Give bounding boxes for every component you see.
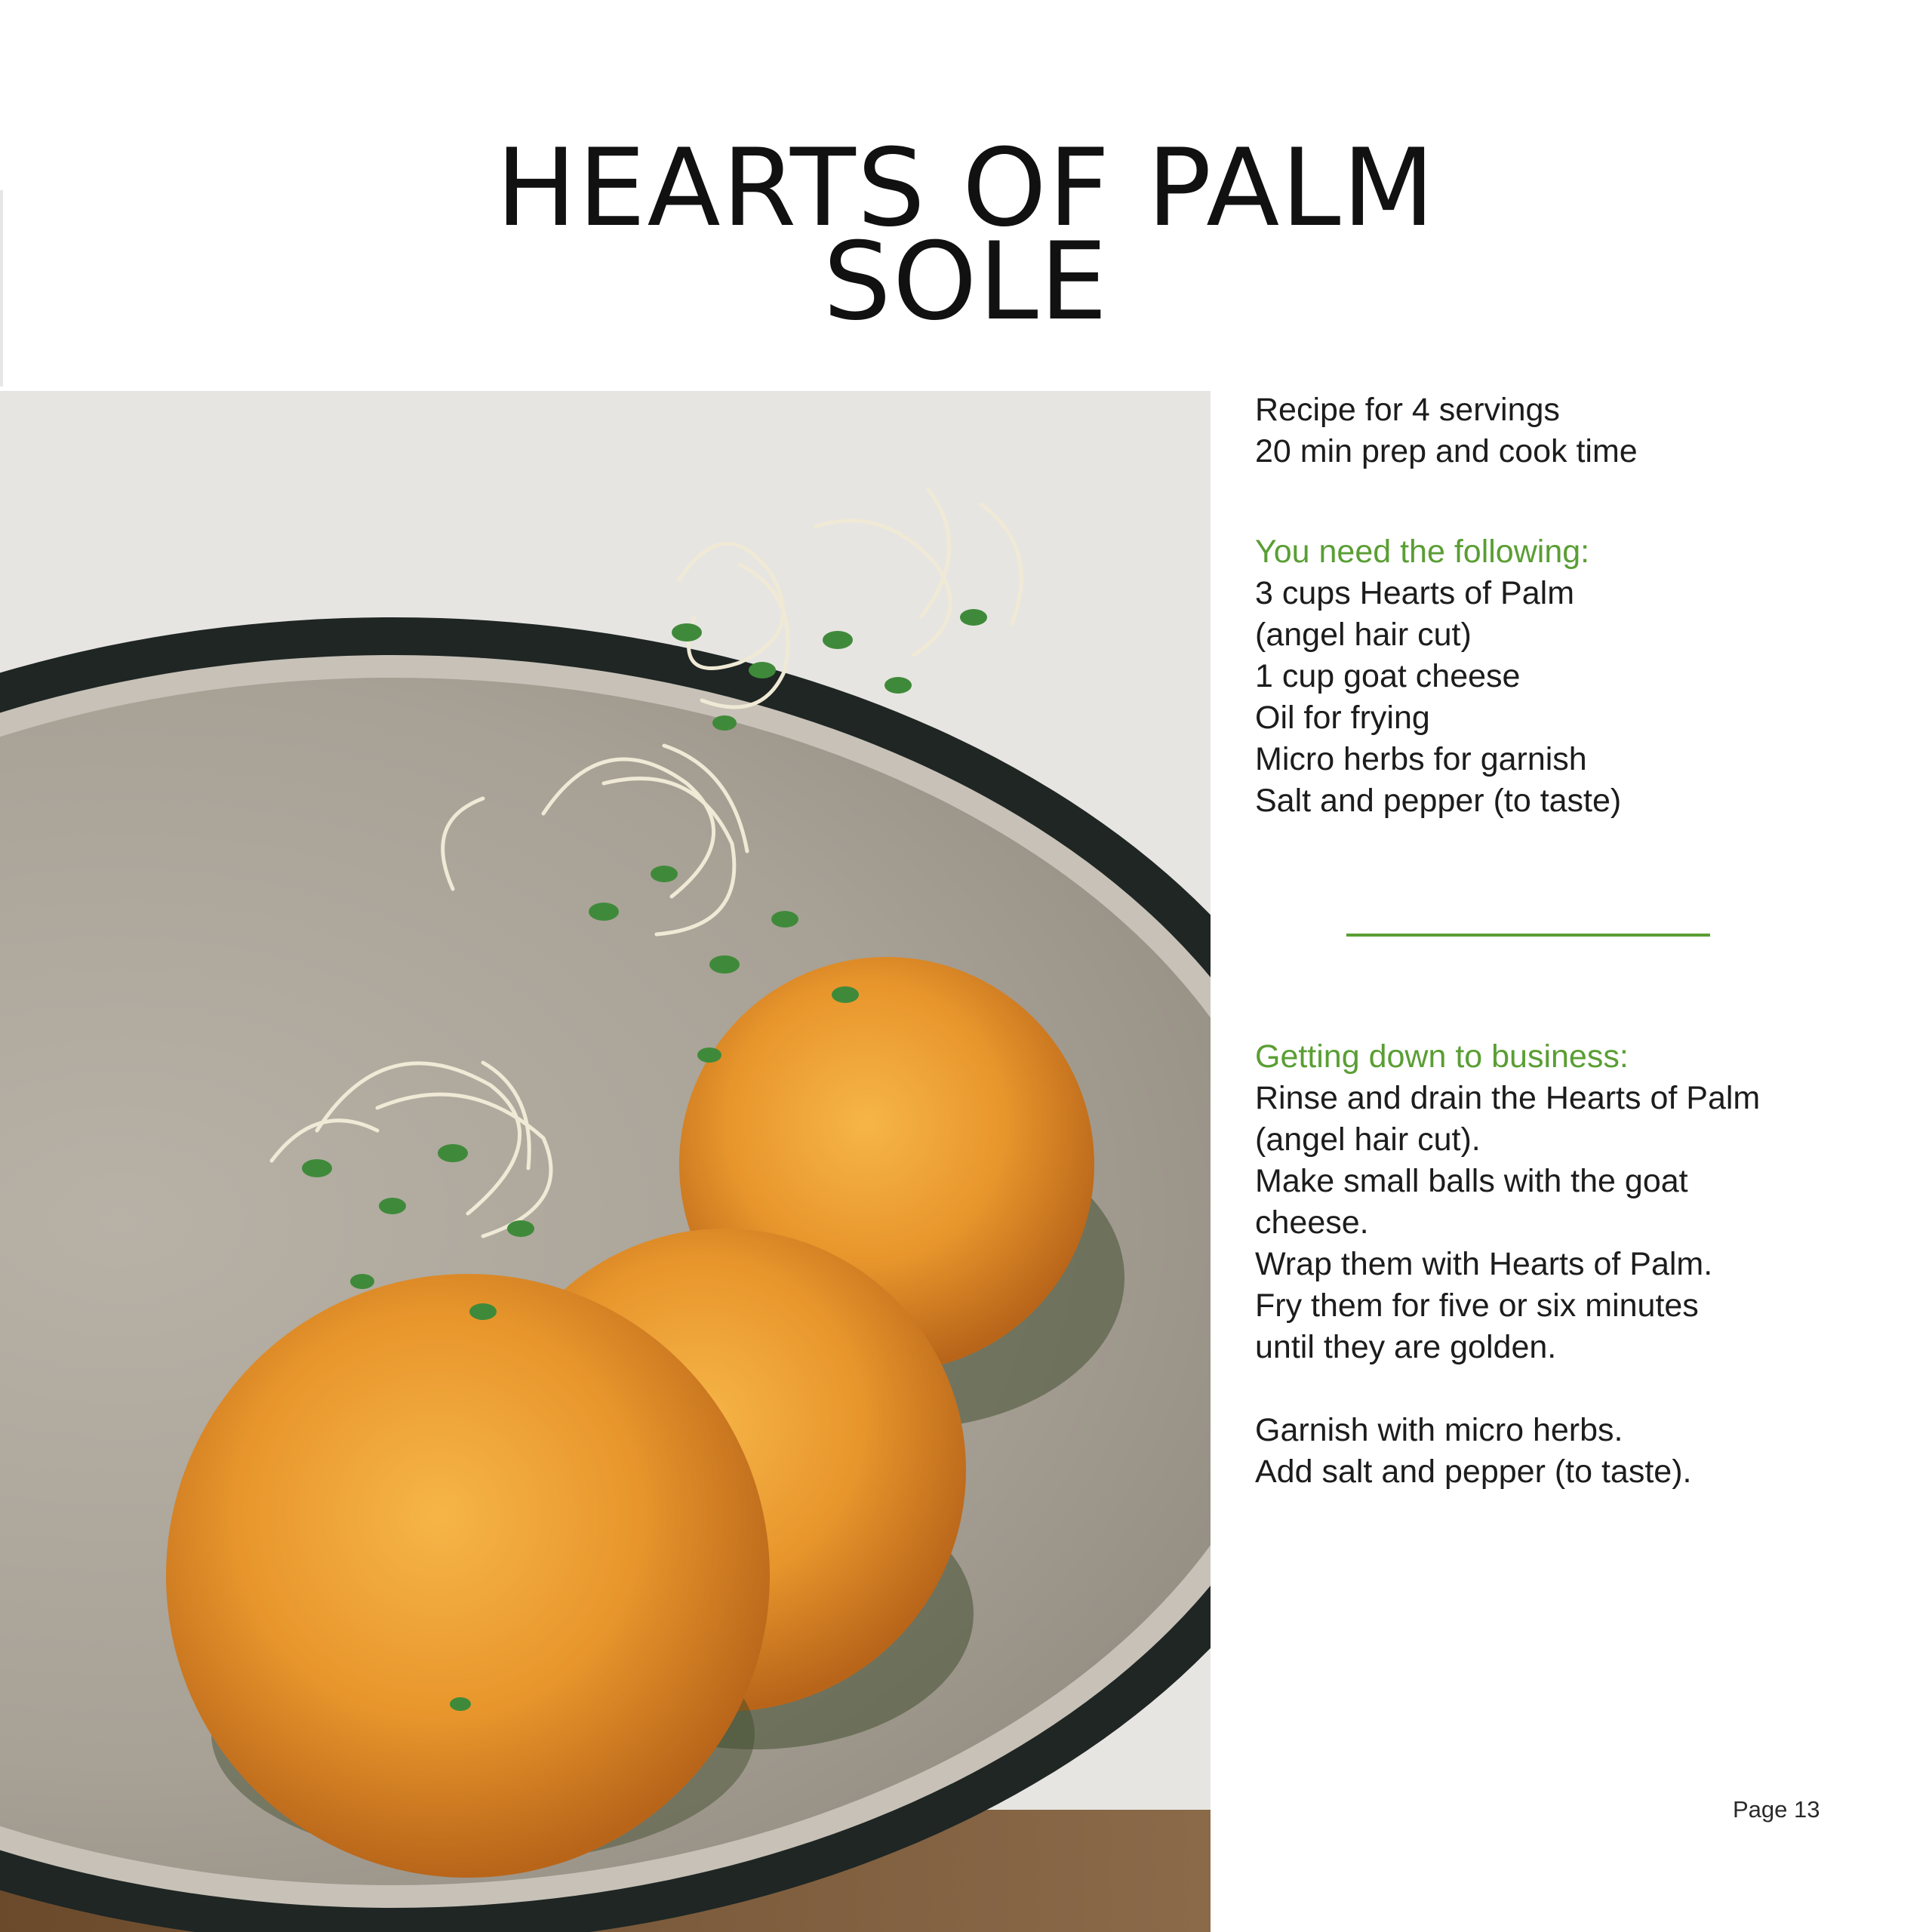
instruction-line: Fry them for five or six minutes [1255,1287,1699,1324]
servings-text: Recipe for 4 servings [1255,392,1560,428]
garnish-line: Garnish with micro herbs. [1255,1412,1623,1448]
page-edge-marker [0,190,3,386]
instructions-section [1255,1036,1760,1493]
ingredient-item: Oil for frying [1255,700,1430,736]
instructions-heading: Getting down to business: [1255,1038,1629,1075]
title-line-2: SOLE [823,220,1109,344]
instruction-line: (angel hair cut). [1255,1121,1481,1158]
ingredient-item: 1 cup goat cheese [1255,658,1521,694]
instruction-line: Make small balls with the goat [1255,1163,1688,1199]
food-photo [0,391,1211,1932]
title-line-1: HEARTS OF PALM [496,126,1436,251]
page-number: Page 13 [1733,1796,1820,1823]
ingredient-item: Micro herbs for garnish [1255,741,1587,777]
page-title [0,126,1932,344]
instruction-line: until they are golden. [1255,1329,1557,1365]
ingredient-item: Salt and pepper (to taste) [1255,783,1622,819]
fried-ball-front [166,1274,770,1878]
ingredient-item: (angel hair cut) [1255,617,1472,653]
section-divider [1346,934,1710,937]
ingredients-heading: You need the following: [1255,534,1590,570]
ingredients-section [1255,531,1621,822]
garnish-line: Add salt and pepper (to taste). [1255,1454,1692,1490]
time-text: 20 min prep and cook time [1255,433,1638,469]
ingredient-item: 3 cups Hearts of Palm [1255,575,1575,611]
instruction-line: Wrap them with Hearts of Palm. [1255,1246,1713,1282]
instruction-line: cheese. [1255,1204,1369,1241]
paragraph-gap [1255,1368,1760,1410]
instruction-line: Rinse and drain the Hearts of Palm [1255,1080,1761,1116]
recipe-meta [1255,389,1638,472]
